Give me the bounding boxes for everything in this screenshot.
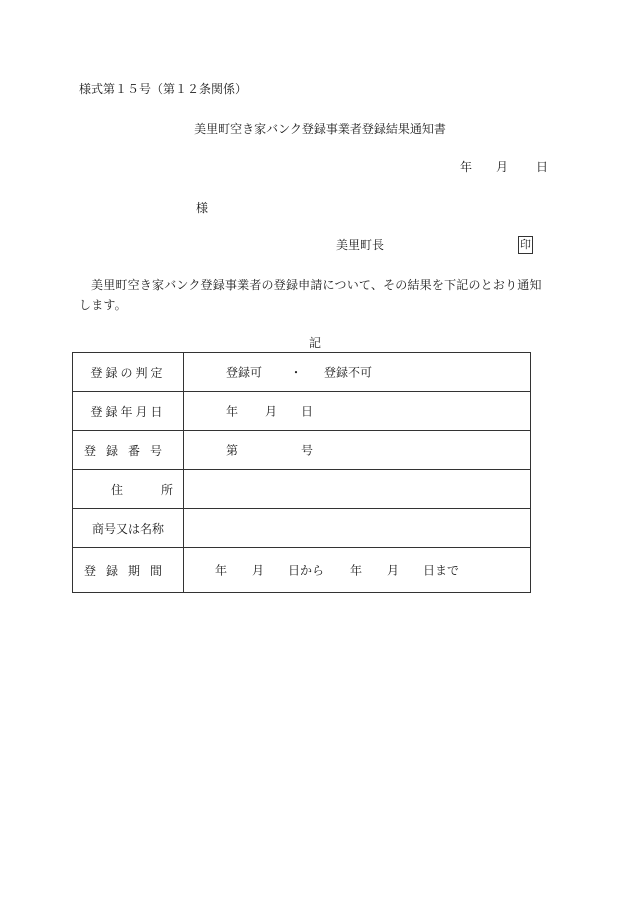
issuer-name: 美里町長 [336, 238, 385, 252]
row-value [184, 353, 531, 392]
row-label: 住所 [73, 470, 184, 509]
table-row [73, 392, 531, 431]
row-label: 登録年月日 [73, 392, 184, 431]
start-day-label: 日から [288, 563, 325, 578]
row-value [184, 470, 531, 509]
row-label: 登録期間 [73, 548, 184, 593]
row-value [184, 509, 531, 548]
start-year-label: 年 [215, 563, 228, 578]
month-label: 月 [265, 404, 278, 419]
table-row [73, 548, 531, 593]
table-row [73, 431, 531, 470]
date-day-label: 日 [536, 160, 549, 174]
day-label: 日 [301, 404, 314, 419]
seal-mark: 印 [518, 236, 533, 254]
end-day-label: 日まで [423, 563, 460, 578]
end-month-label: 月 [387, 563, 400, 578]
row-label: 商号又は名称 [73, 509, 184, 548]
end-year-label: 年 [350, 563, 363, 578]
number-suffix: 号 [301, 443, 314, 458]
row-value [184, 548, 531, 593]
number-prefix: 第 [226, 443, 239, 458]
ki-heading: 記 [308, 336, 321, 350]
notice-body-text: 美里町空き家バンク登録事業者の登録申請について、その結果を下記のとおり通知します。 [79, 278, 542, 312]
year-label: 年 [226, 404, 239, 419]
table-row [73, 509, 531, 548]
form-number: 様式第１５号（第１２条関係） [79, 82, 248, 96]
row-value [184, 431, 531, 470]
addressee-suffix: 様 [196, 201, 209, 215]
registration-result-table [72, 352, 531, 593]
document-title: 美里町空き家バンク登録事業者登録結果通知書 [194, 122, 446, 136]
separator-dot: ・ [290, 365, 303, 380]
row-label: 登録の判定 [73, 353, 184, 392]
row-value [184, 392, 531, 431]
table-row [73, 353, 531, 392]
registration-rejected-option: 登録不可 [324, 365, 373, 380]
row-label: 登録番号 [73, 431, 184, 470]
registration-approved-option: 登録可 [226, 365, 263, 380]
start-month-label: 月 [252, 563, 265, 578]
table-row [73, 470, 531, 509]
date-month-label: 月 [496, 160, 509, 174]
date-year-label: 年 [460, 160, 473, 174]
